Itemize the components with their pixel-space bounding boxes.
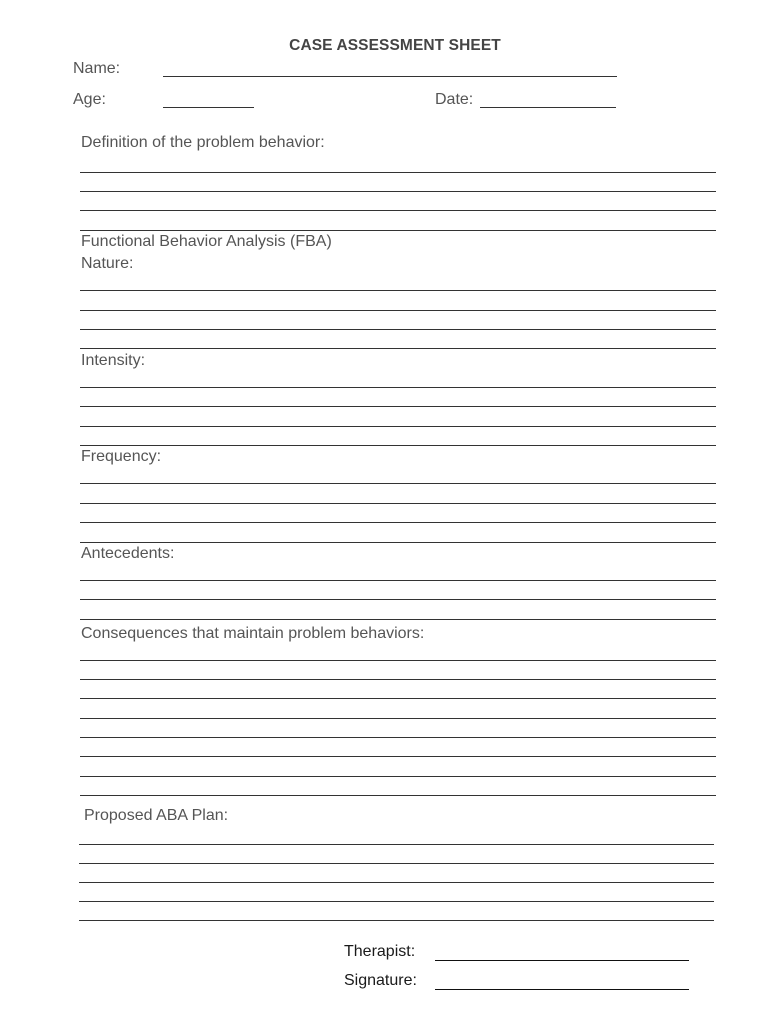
page-title: CASE ASSESSMENT SHEET bbox=[289, 37, 501, 54]
fba-heading: Functional Behavior Analysis (FBA) bbox=[81, 233, 332, 250]
definition-line[interactable] bbox=[80, 191, 716, 192]
signature-label: Signature: bbox=[344, 972, 417, 989]
intensity-label: Intensity: bbox=[81, 352, 146, 369]
consequences-line[interactable] bbox=[80, 795, 716, 796]
aba-plan-line[interactable] bbox=[79, 901, 714, 902]
nature-label: Nature: bbox=[81, 255, 134, 272]
consequences-label: Consequences that maintain problem behaviors: bbox=[81, 625, 425, 642]
aba-plan-line[interactable] bbox=[79, 920, 714, 921]
definition-line[interactable] bbox=[80, 230, 716, 231]
frequency-line[interactable] bbox=[80, 522, 716, 523]
aba-plan-line[interactable] bbox=[79, 863, 714, 864]
intensity-line[interactable] bbox=[80, 445, 716, 446]
consequences-line[interactable] bbox=[80, 679, 716, 680]
age-field[interactable] bbox=[163, 107, 254, 108]
therapist-field[interactable] bbox=[435, 960, 689, 961]
name-label: Name: bbox=[73, 60, 121, 77]
aba-plan-line[interactable] bbox=[79, 844, 714, 845]
nature-line[interactable] bbox=[80, 329, 716, 330]
age-label: Age: bbox=[73, 91, 106, 108]
name-field[interactable] bbox=[163, 76, 617, 77]
intensity-line[interactable] bbox=[80, 406, 716, 407]
consequences-line[interactable] bbox=[80, 718, 716, 719]
consequences-line[interactable] bbox=[80, 756, 716, 757]
nature-line[interactable] bbox=[80, 310, 716, 311]
therapist-label: Therapist: bbox=[344, 943, 416, 960]
consequences-line[interactable] bbox=[80, 776, 716, 777]
frequency-line[interactable] bbox=[80, 503, 716, 504]
antecedents-line[interactable] bbox=[80, 580, 716, 581]
date-label: Date: bbox=[435, 91, 474, 108]
frequency-line[interactable] bbox=[80, 483, 716, 484]
consequences-line[interactable] bbox=[80, 698, 716, 699]
frequency-line[interactable] bbox=[80, 542, 716, 543]
antecedents-line[interactable] bbox=[80, 619, 716, 620]
consequences-line[interactable] bbox=[80, 737, 716, 738]
aba-plan-line[interactable] bbox=[79, 882, 714, 883]
frequency-label: Frequency: bbox=[81, 448, 162, 465]
antecedents-label: Antecedents: bbox=[81, 545, 175, 562]
antecedents-line[interactable] bbox=[80, 599, 716, 600]
intensity-line[interactable] bbox=[80, 426, 716, 427]
signature-field[interactable] bbox=[435, 989, 689, 990]
intensity-line[interactable] bbox=[80, 387, 716, 388]
aba-plan-label: Proposed ABA Plan: bbox=[84, 807, 229, 824]
definition-line[interactable] bbox=[80, 172, 716, 173]
definition-line[interactable] bbox=[80, 210, 716, 211]
nature-line[interactable] bbox=[80, 290, 716, 291]
consequences-line[interactable] bbox=[80, 660, 716, 661]
date-field[interactable] bbox=[480, 107, 616, 108]
nature-line[interactable] bbox=[80, 348, 716, 349]
definition-label: Definition of the problem behavior: bbox=[81, 134, 325, 151]
